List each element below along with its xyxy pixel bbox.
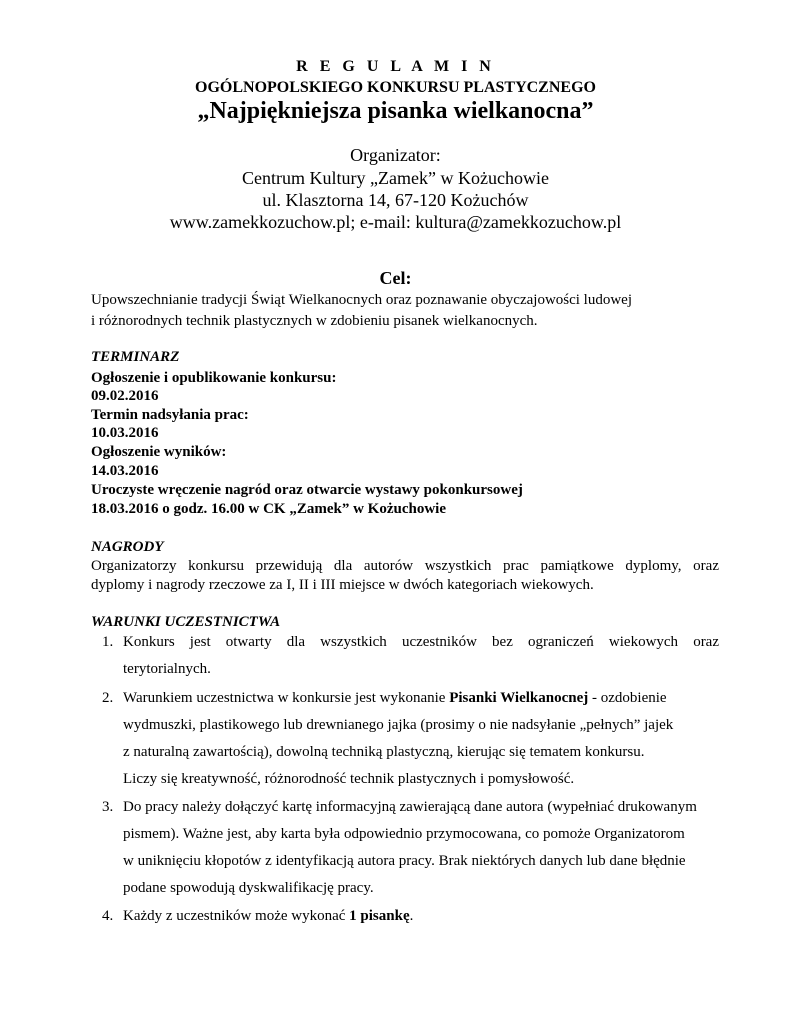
condition-4-line-1 [123, 908, 413, 925]
condition-number: 1. [102, 634, 114, 650]
condition-4-text-b: . [409, 908, 414, 924]
prizes-heading: NAGRODY [91, 539, 164, 555]
schedule-line: Ogłoszenie wyników: [91, 444, 227, 460]
condition-1-line-1: Konkurs jest otwarty dla wszystkich uczestników bez ograniczeń wiekowych oraz [123, 634, 719, 650]
condition-number: 3. [102, 799, 114, 815]
conditions-heading: WARUNKI UCZESTNICTWA [91, 614, 281, 630]
schedule-line: 14.03.2016 [91, 463, 159, 479]
condition-2-line-3: z naturalną zawartością), dowolną techniką plastyczną, kierując się tematem konkursu. [123, 744, 645, 760]
organizer-contact: www.zamekkozuchow.pl; e-mail: kultura@zamekkozuchow.pl [169, 212, 622, 232]
condition-3-line-3: w uniknięciu kłopotów z identyfikacją autora pracy. Brak niektórych danych lub dane błędnie [123, 853, 686, 869]
prizes-line-1: Organizatorzy konkursu przewidują dla autorów wszystkich prac pamiątkowe dyplomy, oraz [91, 558, 719, 574]
schedule-line: 10.03.2016 [91, 425, 159, 441]
organizer-name: Centrum Kultury „Zamek” w Kożuchowie [242, 168, 549, 188]
condition-2-emphasis: Pisanki Wielkanocnej [449, 690, 589, 706]
condition-2-text-a: Warunkiem uczestnictwa w konkursie jest wykonanie [123, 690, 450, 706]
schedule-heading: TERMINARZ [91, 349, 180, 365]
document-title-regulamin: R E G U L A M I N [296, 58, 495, 75]
contest-title: „Najpiękniejsza pisanka wielkanocna” [197, 98, 594, 124]
condition-2-line-4: Liczy się kreatywność, różnorodność technik plastycznych i pomysłowość. [123, 771, 575, 787]
condition-2-line-1 [123, 690, 667, 707]
organizer-label: Organizator: [350, 145, 441, 165]
condition-4-emphasis: 1 pisankę [349, 908, 410, 924]
condition-3-line-1: Do pracy należy dołączyć kartę informacyjną zawierającą dane autora (wypełniać drukowanym [123, 799, 697, 815]
goal-line-1: Upowszechnianie tradycji Świąt Wielkanocnych oraz poznawanie obyczajowości ludowej [91, 292, 633, 308]
document-subtitle: OGÓLNOPOLSKIEGO KONKURSU PLASTYCZNEGO [195, 79, 596, 96]
condition-2-text-b: - ozdobienie [588, 690, 667, 706]
organizer-address: ul. Klasztorna 14, 67-120 Kożuchów [262, 190, 529, 210]
schedule-line: Ogłoszenie i opublikowanie konkursu: [91, 370, 337, 386]
schedule-line: 09.02.2016 [91, 388, 159, 404]
condition-number: 4. [102, 908, 114, 924]
condition-2-line-2: wydmuszki, plastikowego lub drewnianego jajka (prosimy o nie nadsyłanie „pełnych” jajek [123, 717, 674, 733]
condition-3-line-4: podane spowodują dyskwalifikację pracy. [123, 880, 374, 896]
goal-heading: Cel: [379, 268, 412, 288]
condition-4-text-a: Każdy z uczestników może wykonać [123, 908, 350, 924]
condition-number: 2. [102, 690, 114, 706]
condition-3-line-2: pismem). Ważne jest, aby karta była odpowiednio przymocowana, co pomoże Organizatorom [123, 826, 685, 842]
schedule-line: Uroczyste wręczenie nagród oraz otwarcie wystawy pokonkursowej [91, 482, 523, 498]
schedule-line: Termin nadsyłania prac: [91, 407, 249, 423]
goal-line-2: i różnorodnych technik plastycznych w zdobieniu pisanek wielkanocnych. [91, 313, 538, 329]
prizes-line-2: dyplomy i nagrody rzeczowe za I, II i III miejsce w dwóch kategoriach wiekowych. [91, 577, 594, 593]
condition-1-line-2: terytorialnych. [123, 661, 211, 677]
schedule-line: 18.03.2016 o godz. 16.00 w CK „Zamek” w Kożuchowie [91, 501, 446, 517]
